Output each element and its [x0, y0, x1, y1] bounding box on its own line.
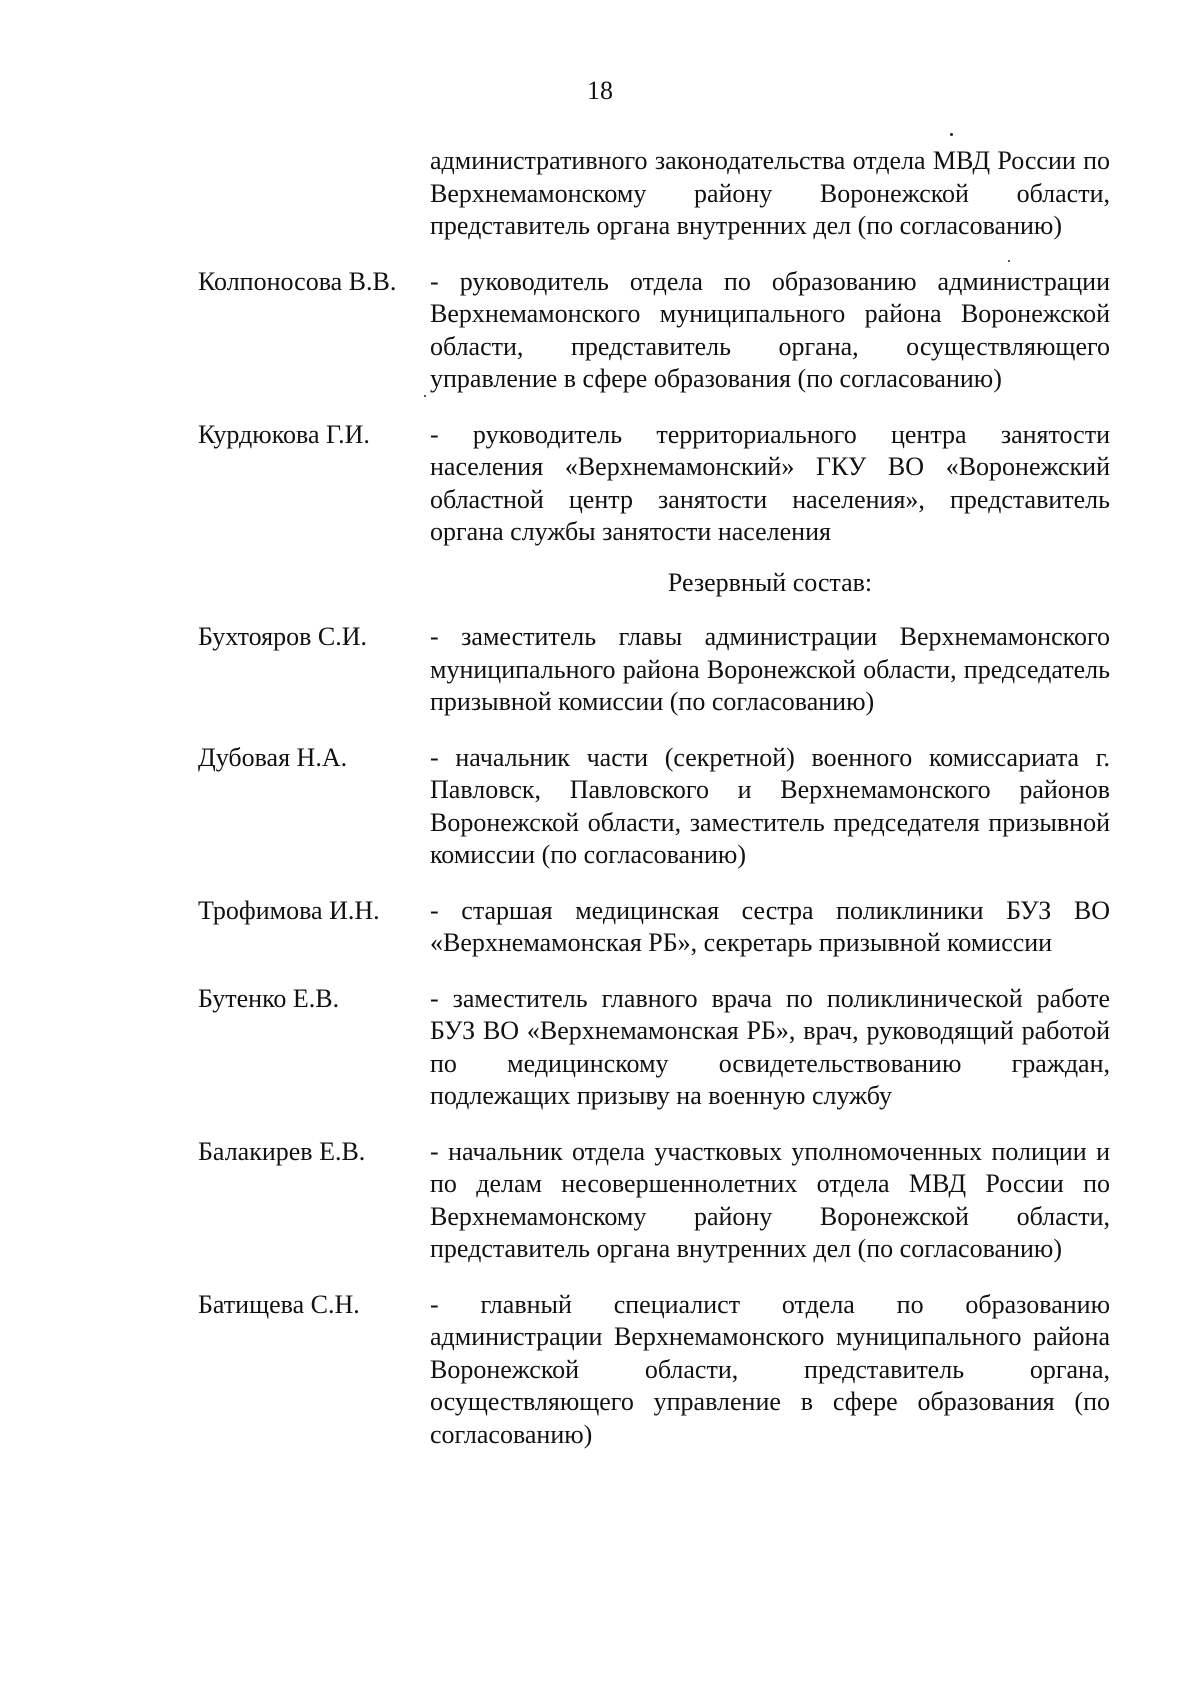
member-description: - начальник части (секретной) военного комиссариата г. Павловск, Павловского и Верхнемамонского районов Воронежской области, заместитель председателя призывной комиссии (по согласованию) [430, 742, 1110, 869]
member-name: Трофимова И.Н. [198, 895, 380, 925]
member-entry [198, 266, 1110, 396]
reserve-member-entry [198, 983, 1110, 1113]
reserve-member-entry [198, 1136, 1110, 1266]
member-description: - заместитель главного врача по поликлинической работе БУЗ ВО «Верхнемамонская РБ», врач, руководящий работой по медицинскому освидетельствованию граждан, подлежащих призыву на военную службу [430, 983, 1110, 1110]
member-description: административного законодательства отдела МВД России по Верхнемамонскому району Воронежской области, представитель органа внутренних дел (по согласованию) [430, 146, 1110, 240]
reserve-member-entry [198, 621, 1110, 719]
member-name: Бухтояров С.И. [198, 622, 368, 651]
member-name: Курдюкова Г.И. [198, 419, 370, 449]
member-entry [198, 419, 1110, 549]
member-description: - руководитель отдела по образованию администрации Верхнемамонского муниципального района Воронежской области, представитель органа, осуществляющего управление в сфере образования (по согласованию) [430, 266, 1110, 393]
scan-speck [950, 133, 953, 136]
member-name: Колпоносова В.В. [198, 266, 397, 296]
scan-speck [424, 395, 426, 397]
reserve-member-entry [198, 742, 1110, 872]
document-body [198, 145, 1110, 1451]
member-name: Балакирев Е.В. [198, 1136, 366, 1166]
reserve-member-entry [198, 895, 1110, 960]
member-description: - старшая медицинская сестра поликлиники БУЗ ВО «Верхнемамонская РБ», секретарь призывной комиссии [430, 895, 1110, 957]
reserve-section-heading: Резервный состав: [667, 567, 873, 597]
member-description: - главный специалист отдела по образованию администрации Верхнемамонского муниципального района Воронежской области, представитель органа, осуществляющего управление в сфере образования (по согласованию) [430, 1289, 1110, 1449]
page-number: 18 [587, 76, 613, 105]
member-entry-continuation [198, 145, 1110, 243]
member-description: - руководитель территориального центра занятости населения «Верхнемамонский» ГКУ ВО «Воронежский областной центр занятости населения», представитель органа службы занятости населения [430, 419, 1110, 546]
scan-speck [1008, 260, 1010, 262]
member-name: Батищева С.Н. [198, 1289, 360, 1319]
reserve-member-entry [198, 1289, 1110, 1452]
member-description: - начальник отдела участковых уполномоченных полиции и по делам несовершеннолетних отдела МВД России по Верхнемамонскому району Воронежской области, представитель органа внутренних дел (по согласованию) [430, 1136, 1110, 1263]
member-description: - заместитель главы администрации Верхнемамонского муниципального района Воронежской области, председатель призывной комиссии (по согласованию) [430, 622, 1110, 716]
member-name: Бутенко Е.В. [198, 983, 340, 1013]
member-name: Дубовая Н.А. [198, 742, 348, 772]
